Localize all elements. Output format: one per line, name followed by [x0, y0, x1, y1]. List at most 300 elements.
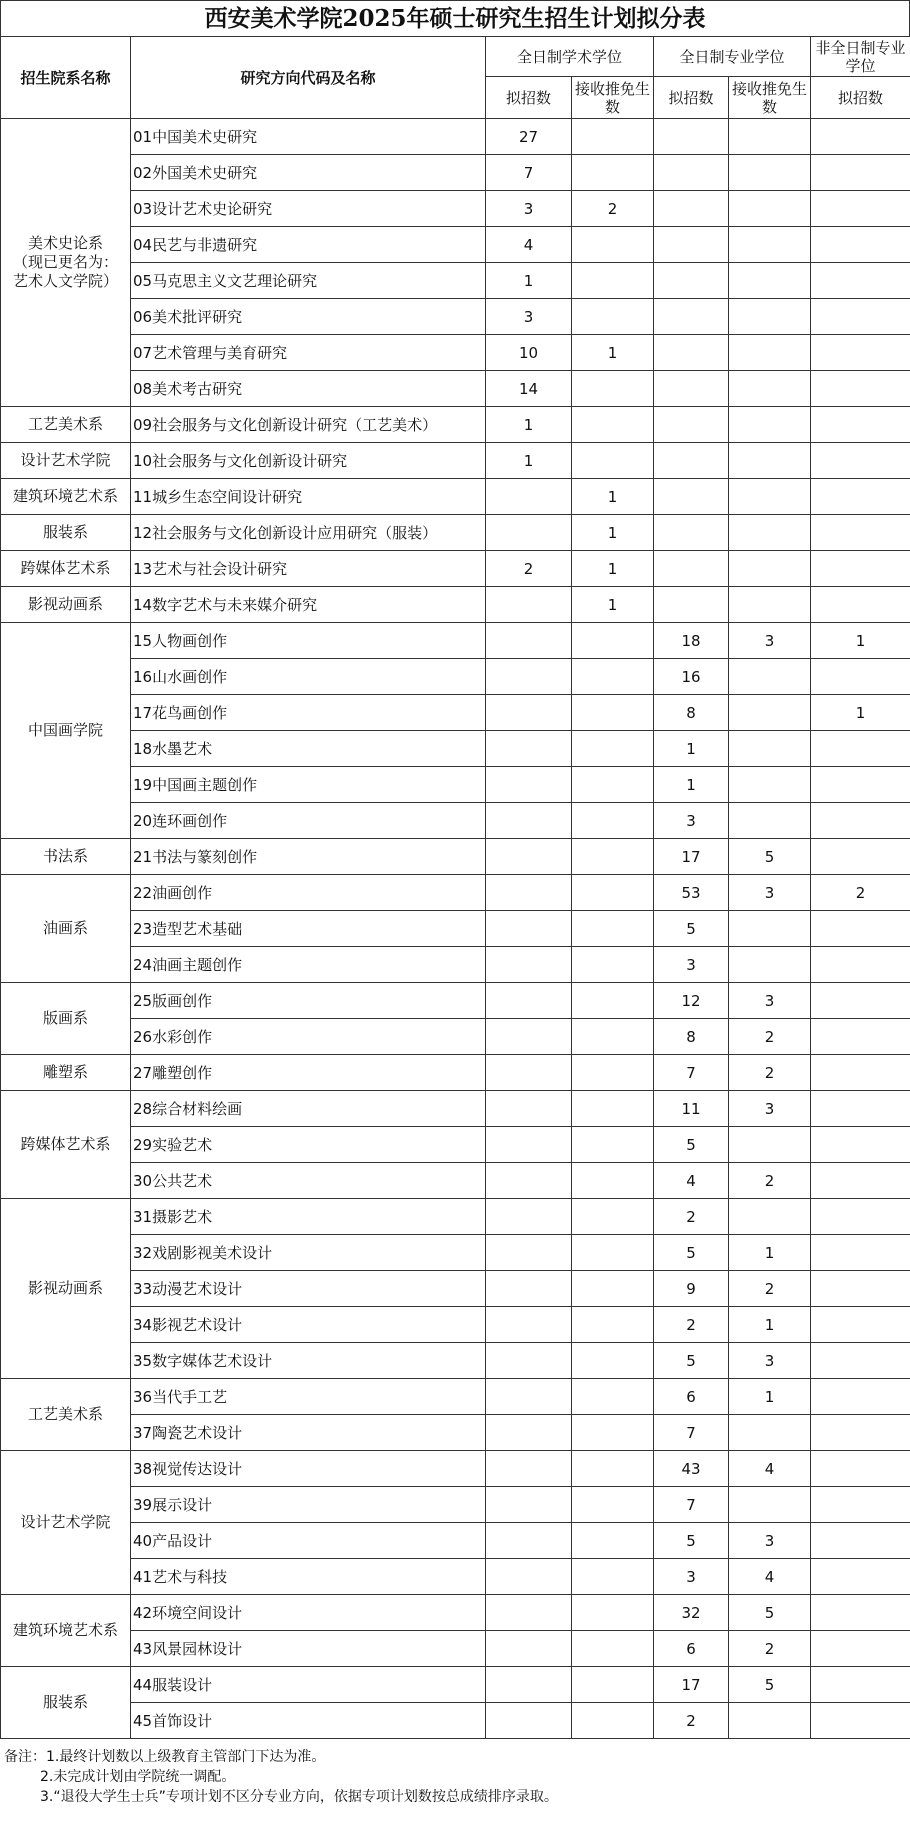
professional-recommend-cell: 2 [729, 1271, 811, 1307]
table-row [1, 1451, 910, 1487]
direction-cell: 09社会服务与文化创新设计研究（工艺美术） [131, 407, 486, 443]
professional-plan-cell: 12 [654, 983, 729, 1019]
academic-plan-cell [486, 1235, 572, 1271]
header-academic-plan: 拟招数 [486, 77, 572, 119]
table-row [1, 659, 910, 695]
academic-recommend-cell [572, 695, 654, 731]
academic-plan-cell [486, 947, 572, 983]
professional-recommend-cell: 5 [729, 1595, 811, 1631]
professional-recommend-cell: 5 [729, 839, 811, 875]
parttime-plan-cell [811, 1343, 910, 1379]
professional-recommend-cell: 3 [729, 1343, 811, 1379]
professional-recommend-cell [729, 515, 811, 551]
parttime-plan-cell [811, 1127, 910, 1163]
direction-cell: 28综合材料绘画 [131, 1091, 486, 1127]
parttime-plan-cell [811, 911, 910, 947]
professional-plan-cell [654, 191, 729, 227]
professional-recommend-cell [729, 695, 811, 731]
academic-plan-cell [486, 1343, 572, 1379]
professional-plan-cell: 17 [654, 839, 729, 875]
professional-plan-cell: 16 [654, 659, 729, 695]
professional-plan-cell [654, 299, 729, 335]
header-parttime: 非全日制专业学位 [811, 37, 910, 77]
table-row [1, 371, 910, 407]
academic-plan-cell [486, 767, 572, 803]
table-row [1, 695, 910, 731]
academic-recommend-cell [572, 1703, 654, 1739]
note-1: 备注：1.最终计划数以上级教育主管部门下达为准。 [4, 1749, 326, 1765]
professional-plan-cell [654, 443, 729, 479]
table-row [1, 335, 910, 371]
academic-recommend-cell [572, 371, 654, 407]
direction-cell: 30公共艺术 [131, 1163, 486, 1199]
direction-cell: 23造型艺术基础 [131, 911, 486, 947]
academic-recommend-cell [572, 1199, 654, 1235]
professional-plan-cell: 7 [654, 1415, 729, 1451]
professional-recommend-cell: 4 [729, 1559, 811, 1595]
table-row [1, 119, 910, 155]
academic-plan-cell [486, 1523, 572, 1559]
table-row [1, 1271, 910, 1307]
professional-plan-cell: 6 [654, 1631, 729, 1667]
professional-plan-cell [654, 371, 729, 407]
academic-plan-cell [486, 1055, 572, 1091]
parttime-plan-cell [811, 443, 910, 479]
academic-recommend-cell [572, 1019, 654, 1055]
professional-recommend-cell [729, 227, 811, 263]
direction-cell: 45首饰设计 [131, 1703, 486, 1739]
academic-plan-cell [486, 515, 572, 551]
table-row [1, 587, 910, 623]
professional-plan-cell [654, 119, 729, 155]
professional-plan-cell [654, 227, 729, 263]
table-row [1, 1307, 910, 1343]
professional-recommend-cell [729, 1703, 811, 1739]
professional-plan-cell: 1 [654, 731, 729, 767]
direction-cell: 34影视艺术设计 [131, 1307, 486, 1343]
direction-cell: 20连环画创作 [131, 803, 486, 839]
academic-plan-cell [486, 1595, 572, 1631]
direction-cell: 33动漫艺术设计 [131, 1271, 486, 1307]
professional-plan-cell: 5 [654, 1523, 729, 1559]
academic-recommend-cell: 2 [572, 191, 654, 227]
academic-recommend-cell [572, 1631, 654, 1667]
professional-plan-cell [654, 335, 729, 371]
dept-name-cell: 影视动画系 [1, 587, 131, 623]
parttime-plan-cell: 1 [811, 623, 910, 659]
academic-recommend-cell: 1 [572, 335, 654, 371]
professional-plan-cell: 32 [654, 1595, 729, 1631]
professional-plan-cell [654, 551, 729, 587]
dept-name-cell: 建筑环境艺术系 [1, 479, 131, 515]
header-dept: 招生院系名称 [1, 37, 131, 119]
dept-name-cell: 建筑环境艺术系 [1, 1595, 131, 1667]
table-row [1, 443, 910, 479]
professional-recommend-cell [729, 803, 811, 839]
direction-cell: 05马克思主义文艺理论研究 [131, 263, 486, 299]
page-title: 西安美术学院2025年硕士研究生招生计划拟分表 [0, 0, 910, 36]
dept-name-cell: 书法系 [1, 839, 131, 875]
professional-recommend-cell [729, 947, 811, 983]
academic-recommend-cell [572, 227, 654, 263]
academic-plan-cell [486, 587, 572, 623]
parttime-plan-cell [811, 227, 910, 263]
academic-plan-cell: 7 [486, 155, 572, 191]
professional-plan-cell: 3 [654, 1559, 729, 1595]
parttime-plan-cell [811, 119, 910, 155]
table-row [1, 263, 910, 299]
parttime-plan-cell [811, 1019, 910, 1055]
professional-recommend-cell [729, 659, 811, 695]
professional-plan-cell: 5 [654, 1235, 729, 1271]
direction-cell: 36当代手工艺 [131, 1379, 486, 1415]
direction-cell: 17花鸟画创作 [131, 695, 486, 731]
table-row [1, 1343, 910, 1379]
parttime-plan-cell [811, 1451, 910, 1487]
table-row [1, 1199, 910, 1235]
professional-recommend-cell [729, 1487, 811, 1523]
parttime-plan-cell [811, 587, 910, 623]
direction-cell: 18水墨艺术 [131, 731, 486, 767]
academic-plan-cell [486, 1163, 572, 1199]
direction-cell: 41艺术与科技 [131, 1559, 486, 1595]
academic-plan-cell: 3 [486, 299, 572, 335]
direction-cell: 02外国美术史研究 [131, 155, 486, 191]
table-row [1, 803, 910, 839]
parttime-plan-cell [811, 947, 910, 983]
table-row [1, 1415, 910, 1451]
academic-recommend-cell [572, 1523, 654, 1559]
parttime-plan-cell [811, 1523, 910, 1559]
professional-recommend-cell [729, 407, 811, 443]
professional-recommend-cell [729, 551, 811, 587]
professional-recommend-cell: 2 [729, 1163, 811, 1199]
academic-recommend-cell [572, 803, 654, 839]
dept-name-cell: 工艺美术系 [1, 1379, 131, 1451]
professional-recommend-cell [729, 119, 811, 155]
academic-recommend-cell [572, 263, 654, 299]
direction-cell: 25版画创作 [131, 983, 486, 1019]
academic-plan-cell: 1 [486, 443, 572, 479]
academic-plan-cell [486, 1415, 572, 1451]
professional-plan-cell: 7 [654, 1055, 729, 1091]
academic-recommend-cell [572, 1091, 654, 1127]
direction-cell: 06美术批评研究 [131, 299, 486, 335]
parttime-plan-cell [811, 659, 910, 695]
parttime-plan-cell [811, 1163, 910, 1199]
professional-recommend-cell [729, 911, 811, 947]
direction-cell: 11城乡生态空间设计研究 [131, 479, 486, 515]
professional-plan-cell: 2 [654, 1199, 729, 1235]
direction-cell: 03设计艺术史论研究 [131, 191, 486, 227]
parttime-plan-cell [811, 1055, 910, 1091]
table-row [1, 407, 910, 443]
academic-plan-cell: 1 [486, 263, 572, 299]
academic-plan-cell [486, 911, 572, 947]
professional-recommend-cell [729, 479, 811, 515]
professional-recommend-cell: 5 [729, 1667, 811, 1703]
direction-cell: 14数字艺术与未来媒介研究 [131, 587, 486, 623]
parttime-plan-cell [811, 1091, 910, 1127]
professional-plan-cell: 5 [654, 1127, 729, 1163]
professional-recommend-cell [729, 335, 811, 371]
academic-plan-cell [486, 479, 572, 515]
parttime-plan-cell [811, 1271, 910, 1307]
academic-recommend-cell [572, 947, 654, 983]
dept-name-cell: 工艺美术系 [1, 407, 131, 443]
direction-cell: 32戏剧影视美术设计 [131, 1235, 486, 1271]
professional-plan-cell: 3 [654, 803, 729, 839]
professional-plan-cell: 18 [654, 623, 729, 659]
header-direction: 研究方向代码及名称 [131, 37, 486, 119]
parttime-plan-cell [811, 803, 910, 839]
parttime-plan-cell [811, 1199, 910, 1235]
professional-plan-cell [654, 587, 729, 623]
academic-recommend-cell [572, 1379, 654, 1415]
parttime-plan-cell [811, 1631, 910, 1667]
academic-recommend-cell [572, 1415, 654, 1451]
table-row [1, 1631, 910, 1667]
academic-recommend-cell [572, 299, 654, 335]
table-row [1, 1667, 910, 1703]
table-row [1, 191, 910, 227]
direction-cell: 13艺术与社会设计研究 [131, 551, 486, 587]
professional-recommend-cell [729, 767, 811, 803]
table-row [1, 1559, 910, 1595]
professional-plan-cell [654, 407, 729, 443]
academic-plan-cell [486, 1307, 572, 1343]
table-row [1, 1163, 910, 1199]
professional-plan-cell [654, 155, 729, 191]
table-row [1, 1523, 910, 1559]
header-parttime-plan: 拟招数 [811, 77, 910, 119]
professional-recommend-cell: 1 [729, 1235, 811, 1271]
parttime-plan-cell [811, 263, 910, 299]
academic-recommend-cell [572, 1451, 654, 1487]
table-row [1, 515, 910, 551]
dept-name-cell: 跨媒体艺术系 [1, 551, 131, 587]
table-row [1, 1127, 910, 1163]
enrollment-plan-table [0, 36, 910, 1739]
parttime-plan-cell [811, 371, 910, 407]
academic-plan-cell [486, 1703, 572, 1739]
parttime-plan-cell [811, 1307, 910, 1343]
parttime-plan-cell [811, 551, 910, 587]
direction-cell: 15人物画创作 [131, 623, 486, 659]
table-row [1, 731, 910, 767]
academic-plan-cell [486, 1271, 572, 1307]
professional-recommend-cell [729, 443, 811, 479]
academic-plan-cell [486, 1091, 572, 1127]
professional-recommend-cell [729, 299, 811, 335]
direction-cell: 12社会服务与文化创新设计应用研究（服装） [131, 515, 486, 551]
parttime-plan-cell [811, 1595, 910, 1631]
dept-name-cell: 雕塑系 [1, 1055, 131, 1091]
table-row [1, 983, 910, 1019]
academic-plan-cell: 1 [486, 407, 572, 443]
dept-name-cell: 设计艺术学院 [1, 443, 131, 479]
academic-plan-cell: 3 [486, 191, 572, 227]
professional-plan-cell: 17 [654, 1667, 729, 1703]
academic-recommend-cell [572, 623, 654, 659]
professional-recommend-cell [729, 371, 811, 407]
table-row [1, 1055, 910, 1091]
academic-recommend-cell [572, 1559, 654, 1595]
professional-plan-cell: 9 [654, 1271, 729, 1307]
professional-plan-cell: 3 [654, 947, 729, 983]
academic-recommend-cell [572, 407, 654, 443]
academic-plan-cell [486, 803, 572, 839]
parttime-plan-cell [811, 335, 910, 371]
table-row [1, 1703, 910, 1739]
academic-recommend-cell [572, 443, 654, 479]
academic-recommend-cell [572, 767, 654, 803]
academic-recommend-cell: 1 [572, 587, 654, 623]
professional-recommend-cell: 3 [729, 623, 811, 659]
parttime-plan-cell [811, 1379, 910, 1415]
professional-recommend-cell: 1 [729, 1307, 811, 1343]
parttime-plan-cell [811, 983, 910, 1019]
table-row [1, 551, 910, 587]
academic-recommend-cell [572, 1163, 654, 1199]
academic-recommend-cell [572, 1271, 654, 1307]
parttime-plan-cell [811, 1559, 910, 1595]
academic-plan-cell [486, 695, 572, 731]
academic-plan-cell [486, 731, 572, 767]
professional-plan-cell [654, 515, 729, 551]
direction-cell: 22油画创作 [131, 875, 486, 911]
academic-recommend-cell [572, 839, 654, 875]
direction-cell: 21书法与篆刻创作 [131, 839, 486, 875]
academic-plan-cell [486, 1199, 572, 1235]
academic-recommend-cell: 1 [572, 551, 654, 587]
direction-cell: 38视觉传达设计 [131, 1451, 486, 1487]
academic-recommend-cell [572, 1487, 654, 1523]
academic-plan-cell [486, 1127, 572, 1163]
table-row [1, 1379, 910, 1415]
professional-recommend-cell [729, 263, 811, 299]
note-2: 2.未完成计划由学院统一调配。 [40, 1769, 236, 1785]
direction-cell: 19中国画主题创作 [131, 767, 486, 803]
table-row [1, 839, 910, 875]
academic-plan-cell [486, 659, 572, 695]
direction-cell: 42环境空间设计 [131, 1595, 486, 1631]
academic-plan-cell: 2 [486, 551, 572, 587]
table-row [1, 299, 910, 335]
parttime-plan-cell [811, 1487, 910, 1523]
parttime-plan-cell [811, 191, 910, 227]
academic-recommend-cell [572, 1055, 654, 1091]
parttime-plan-cell [811, 1235, 910, 1271]
header-professional: 全日制专业学位 [654, 37, 811, 77]
direction-cell: 35数字媒体艺术设计 [131, 1343, 486, 1379]
parttime-plan-cell [811, 407, 910, 443]
direction-cell: 16山水画创作 [131, 659, 486, 695]
parttime-plan-cell [811, 299, 910, 335]
header-academic-recommend: 接收推免生数 [572, 77, 654, 119]
table-row [1, 227, 910, 263]
dept-name-cell: 美术史论系 （现已更名为： 艺术人文学院） [1, 119, 131, 407]
direction-cell: 04民艺与非遗研究 [131, 227, 486, 263]
direction-cell: 08美术考古研究 [131, 371, 486, 407]
academic-recommend-cell [572, 731, 654, 767]
academic-recommend-cell [572, 119, 654, 155]
table-row [1, 911, 910, 947]
table-row [1, 1091, 910, 1127]
table-row [1, 875, 910, 911]
table-row [1, 767, 910, 803]
academic-plan-cell [486, 1559, 572, 1595]
direction-cell: 27雕塑创作 [131, 1055, 486, 1091]
parttime-plan-cell [811, 515, 910, 551]
direction-cell: 29实验艺术 [131, 1127, 486, 1163]
professional-plan-cell: 8 [654, 1019, 729, 1055]
professional-recommend-cell [729, 191, 811, 227]
table-row [1, 155, 910, 191]
dept-name-cell: 服装系 [1, 515, 131, 551]
table-body [1, 119, 910, 1739]
parttime-plan-cell [811, 1703, 910, 1739]
dept-name-cell: 油画系 [1, 875, 131, 983]
direction-cell: 40产品设计 [131, 1523, 486, 1559]
parttime-plan-cell [811, 1667, 910, 1703]
header-professional-recommend: 接收推免生数 [729, 77, 811, 119]
academic-recommend-cell [572, 1343, 654, 1379]
academic-plan-cell [486, 1379, 572, 1415]
direction-cell: 10社会服务与文化创新设计研究 [131, 443, 486, 479]
professional-recommend-cell [729, 731, 811, 767]
professional-recommend-cell [729, 1199, 811, 1235]
professional-recommend-cell: 2 [729, 1019, 811, 1055]
academic-plan-cell: 14 [486, 371, 572, 407]
academic-plan-cell: 4 [486, 227, 572, 263]
academic-plan-cell [486, 1451, 572, 1487]
academic-recommend-cell [572, 1235, 654, 1271]
academic-recommend-cell [572, 875, 654, 911]
academic-plan-cell [486, 1631, 572, 1667]
parttime-plan-cell [811, 767, 910, 803]
direction-cell: 31摄影艺术 [131, 1199, 486, 1235]
academic-recommend-cell: 1 [572, 515, 654, 551]
academic-plan-cell [486, 1667, 572, 1703]
academic-plan-cell [486, 623, 572, 659]
dept-name-cell: 影视动画系 [1, 1199, 131, 1379]
parttime-plan-cell [811, 155, 910, 191]
direction-cell: 39展示设计 [131, 1487, 486, 1523]
professional-plan-cell [654, 263, 729, 299]
academic-recommend-cell [572, 155, 654, 191]
parttime-plan-cell [811, 1415, 910, 1451]
professional-recommend-cell [729, 1127, 811, 1163]
direction-cell: 07艺术管理与美育研究 [131, 335, 486, 371]
dept-name-cell: 设计艺术学院 [1, 1451, 131, 1595]
professional-recommend-cell: 3 [729, 875, 811, 911]
header-professional-plan: 拟招数 [654, 77, 729, 119]
academic-recommend-cell [572, 1307, 654, 1343]
academic-recommend-cell [572, 659, 654, 695]
professional-plan-cell: 1 [654, 767, 729, 803]
academic-plan-cell: 10 [486, 335, 572, 371]
academic-recommend-cell: 1 [572, 479, 654, 515]
academic-plan-cell [486, 983, 572, 1019]
dept-name-cell: 跨媒体艺术系 [1, 1091, 131, 1199]
professional-recommend-cell: 3 [729, 1091, 811, 1127]
academic-recommend-cell [572, 1127, 654, 1163]
professional-plan-cell: 4 [654, 1163, 729, 1199]
table-row [1, 947, 910, 983]
academic-plan-cell [486, 875, 572, 911]
academic-recommend-cell [572, 1595, 654, 1631]
